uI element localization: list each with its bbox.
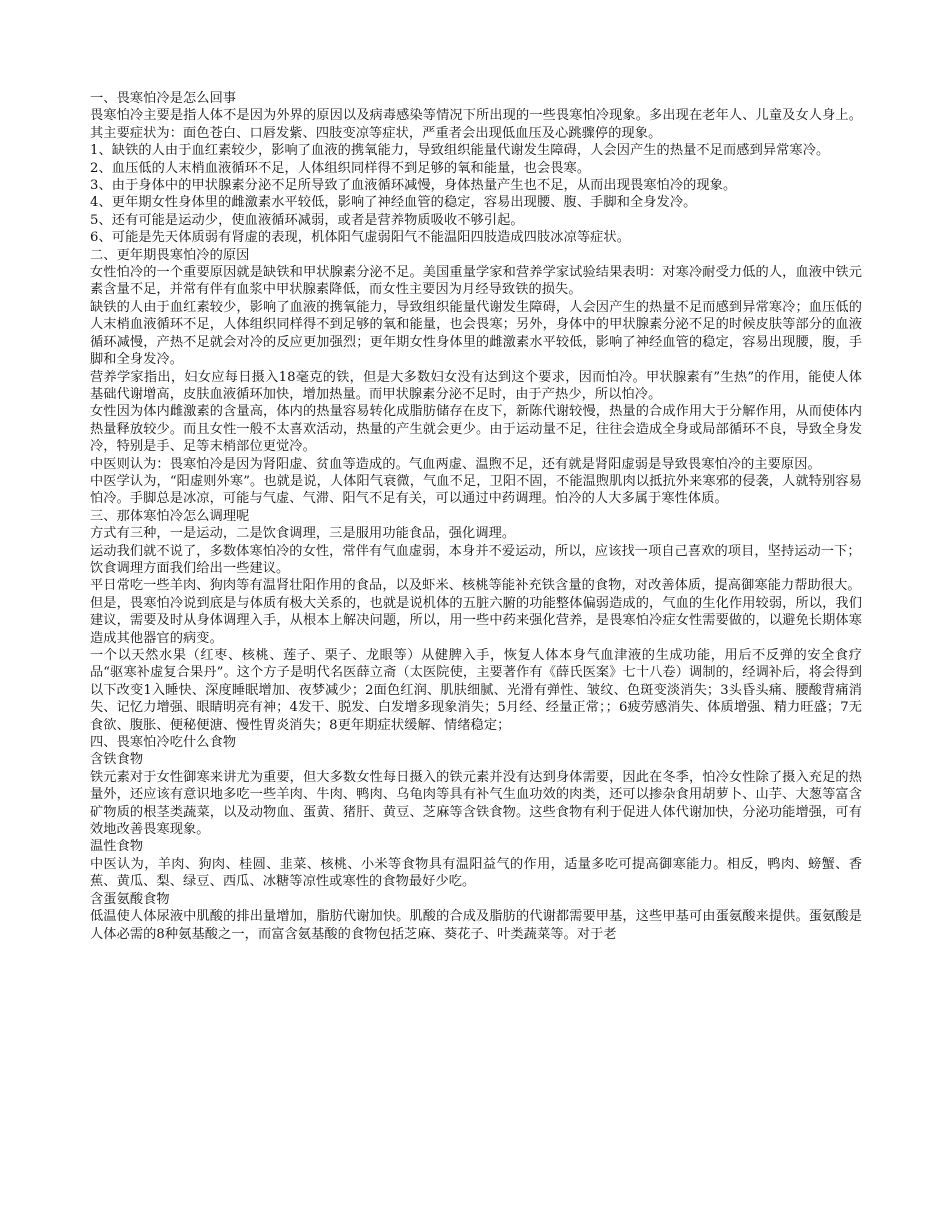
subheading-methionine-foods: 含蛋氨酸食物: [90, 891, 170, 907]
list-item: 2、血压低的人末梢血液循环不足，人体组织同样得不到足够的氧和能量，也会畏寒。: [90, 160, 591, 176]
subheading-iron-foods: 含铁食物: [90, 752, 144, 768]
section-heading-3: 三、那体寒怕冷怎么调理呢: [90, 508, 250, 524]
subheading-warm-foods: 温性食物: [90, 839, 144, 855]
paragraph: 一个以天然水果（红枣、核桃、莲子、栗子、龙眼等）从健脾入手，恢复人体本身气血津液的生成功能，用后不反弹的安全食疗品“驱寒补虚复合果丹”。这个方子是明代名医薛立斋（太医院使，主要著作有《薛氏医案》七十八卷）调制的，经调补后，将会得到以下改变1入睡快、深度睡眠增加、夜梦减少；2面色红润、肌肤细腻、光滑有弹性、皱纹、色斑变淡消失；3头昏头痛、腰酸背痛消失、记忆力增强、眼睛明亮有神；4发干、脱发、白发增多现象消失；5月经、经量正常；；6疲劳感消失、体质增强、精力旺盛；7无食欲、腹胀、便秘便溏、慢性胃炎消失；8更年期症状缓解、情绪稳定；: [90, 648, 862, 733]
list-item: 1、缺铁的人由于血红素较少，影响了血液的携氧能力，导致组织能量代谢发生障碍，人会因产生的热量不足而感到异常寒冷。: [90, 143, 830, 159]
paragraph: 中医认为，羊肉、狗肉、桂圆、韭菜、核桃、小米等食物具有温阳益气的作用，适量多吃可提高御寒能力。相反，鸭肉、螃蟹、香蕉、黄瓜、梨、绿豆、西瓜、冰糖等凉性或寒性的食物最好少吃。: [90, 856, 862, 890]
paragraph: 方式有三种，一是运动，二是饮食调理，三是服用功能食品，强化调理。: [90, 526, 516, 542]
section-heading-1: 一、畏寒怕冷是怎么回事: [90, 91, 237, 106]
paragraph: 运动我们就不说了，多数体寒怕冷的女性，常伴有气血虚弱，本身并不爱运动，所以，应该找一项自己喜欢的项目，坚持运动一下；: [90, 543, 861, 559]
paragraph: 平日常吃一些羊肉、狗肉等有温肾壮阳作用的食品，以及虾米、核桃等能补充铁含量的食物，对改善体质，提高御寒能力帮助很大。: [90, 578, 861, 594]
list-item: 6、可能是先天体质弱有肾虚的表现，机体阳气虚弱阳气不能温阳四肢造成四肢冰凉等症状。: [90, 230, 630, 246]
paragraph: 畏寒怕冷主要是指人体不是因为外界的原因以及病毒感染等情况下所出现的一些畏寒怕冷现象。多出现在老年人、儿童及女人身上。其主要症状为：面色苍白、口唇发紫、四肢变凉等症状，严重者会出现低血压及心跳骤停的现象。: [90, 108, 862, 141]
paragraph: 中医则认为：畏寒怕冷是因为肾阳虚、贫血等造成的。气血两虚、温煦不足，还有就是肾阳虚弱是导致畏寒怕冷的主要原因。: [90, 456, 821, 472]
paragraph: 但是，畏寒怕冷说到底是与体质有极大关系的，也就是说机体的五脏六腑的功能整体偏弱造成的，气血的生化作用较弱，所以，我们建议，需要及时从身体调理入手，从根本上解决问题，所以，用一些中药来强化营养，是畏寒怕冷症女性需要做的，以避免长期体寒造成其他器官的病变。: [90, 595, 862, 646]
section-heading-4: 四、畏寒怕冷吃什么食物: [90, 735, 237, 751]
paragraph: 饮食调理方面我们给出一些建议。: [90, 560, 290, 576]
paragraph: 中医学认为，“阳虚则外寒”。也就是说，人体阳气衰微，气血不足，卫阳不固，不能温煦肌肉以抵抗外来寒邪的侵袭，人就特别容易怕冷。手脚总是冰凉，可能与气虚、气滞、阳气不足有关，可以通过中药调理。怕冷的人大多属于寒性体质。: [90, 473, 862, 507]
paragraph: 女性怕冷的一个重要原因就是缺铁和甲状腺素分泌不足。美国重量学家和营养学家试验结果表明：对寒冷耐受力低的人，血液中铁元素含量不足，并常有伴有血浆中甲状腺素降低，而女性主要因为月经导致铁的损失。: [90, 265, 862, 298]
list-item: 5、还有可能是运动少，使血液循环减弱，或者是营养物质吸收不够引起。: [90, 212, 524, 228]
document-page: [90, 90, 862, 943]
paragraph: 缺铁的人由于血红素较少，影响了血液的携氧能力，导致组织能量代谢发生障碍，人会因产生的热量不足而感到异常寒冷；血压低的人末梢血液循环不足，人体组织同样得不到足够的氧和能量，也会畏寒；另外，身体中的甲状腺素分泌不足的时候皮肤等部分的血液循环减慢，产热不足就会对冷的反应更加强烈；更年期女性身体里的雌激素水平较低，影响了神经血管的稳定，容易出现腰，腹，手脚和全身发冷。: [90, 299, 862, 368]
paragraph: 女性因为体内雌激素的含量高，体内的热量容易转化成脂肪储存在皮下，新陈代谢较慢，热量的合成作用大于分解作用，从而使体内热量释放较少。而且女性一般不太喜欢活动，热量的产生就会更少。由于运动量不足，往往会造成全身或局部循环不良，导致全身发冷，特别是手、足等末梢部位更觉冷。: [90, 404, 862, 455]
paragraph: 营养学家指出，妇女应每日摄入18毫克的铁，但是大多数妇女没有达到这个要求，因而怕冷。甲状腺素有”生热”的作用，能使人体基础代谢增高，皮肤血液循环加快，增加热量。而甲状腺素分泌不足时，由于产热少，所以怕冷。: [90, 369, 862, 402]
list-item: 4、更年期女性身体里的雌激素水平较低，影响了神经血管的稳定，容易出现腰、腹、手脚和全身发冷。: [90, 195, 697, 211]
paragraph: 铁元素对于女性御寒来讲尤为重要，但大多数女性每日摄入的铁元素并没有达到身体需要，因此在冬季，怕冷女性除了摄入充足的热量外，还应该有意识地多吃一些羊肉、牛肉、鸭肉、乌龟肉等具有补气生血功效的肉类，还可以掺杂食用胡萝卜、山芋、大葱等富含矿物质的根茎类蔬菜，以及动物血、蛋黄、猪肝、黄豆、芝麻等含铁食物。这些食物有利于促进人体代谢加快，分泌功能增强，可有效地改善畏寒现象。: [90, 769, 862, 838]
paragraph: 低温使人体尿液中肌酸的排出量增加，脂肪代谢加快。肌酸的合成及脂肪的代谢都需要甲基，这些甲基可由蛋氨酸来提供。蛋氨酸是人体必需的8种氨基酸之一，而富含氨基酸的食物包括芝麻、葵花子、叶类蔬菜等。对于老: [90, 909, 862, 942]
list-item: 3、由于身体中的甲状腺素分泌不足所导致了血液循环减慢，身体热量产生也不足，从而出现畏寒怕冷的现象。: [90, 178, 737, 194]
section-heading-2: 二、更年期畏寒怕冷的原因: [90, 247, 250, 263]
